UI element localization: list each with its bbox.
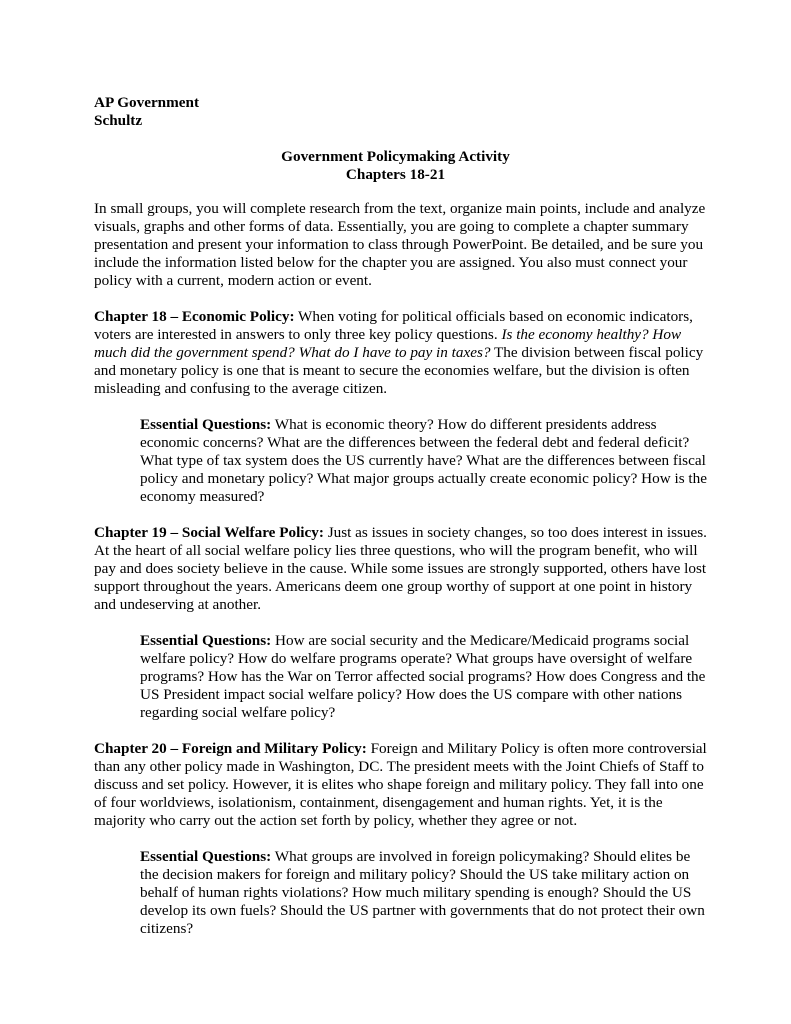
chapter-19-essential-questions (140, 632, 710, 722)
document-body (94, 200, 714, 956)
course-name: AP Government (94, 94, 200, 111)
eq-text: What is economic theory? How do different presidents address economic concerns? What are the differences between the federal debt and federal deficit? What type of tax system does the US currently have? What are the differences between fiscal policy and monetary policy? What major groups actually create economic policy? How is the economy measured? (140, 416, 707, 505)
eq-text: What groups are involved in foreign policymaking? Should elites be the decision makers for foreign and military policy? Should the US take military action on behalf of human rights violations? How much military spending is enough? Should the US develop its own fuels? Should the US partner with governments that do not protect their own citizens? (140, 848, 705, 937)
chapter-20-paragraph (94, 740, 714, 830)
chapter-19-heading: Chapter 19 – Social Welfare Policy: (94, 524, 324, 541)
chapter-19-paragraph (94, 524, 714, 614)
eq-label: Essential Questions: (140, 632, 272, 649)
document-header (94, 94, 199, 130)
chapter-19-text: Just as issues in society changes, so too does interest in issues. At the heart of all social welfare policy lies three questions, who will the program benefit, who will pay and does society believe in the cause. While some issues are strongly supported, others have lost support throughout the years. Americans deem one group worthy of support at one point in history and undeserving at another. (94, 524, 707, 613)
chapter-18-italic-questions: Is the economy healthy? How much did the government spend? What do I have to pay in taxes? (94, 326, 682, 361)
eq-label: Essential Questions: (140, 848, 272, 865)
eq-text: How are social security and the Medicare/Medicaid programs social welfare policy? How do welfare programs operate? What groups have oversight of welfare programs? How has the War on Terror affected social programs? How does Congress and the US President impact social welfare policy? How does the US compare with other nations regarding social welfare policy? (140, 632, 706, 721)
teacher-name: Schultz (94, 112, 143, 129)
title-line-2: Chapters 18-21 (345, 166, 446, 183)
chapter-18-text: When voting for political officials based on economic indicators, voters are interested in answers to only three key policy questions. (94, 308, 693, 343)
chapter-20-text: Foreign and Military Policy is often more controversial than any other policy made in Washington, DC. The president meets with the Joint Chiefs of Staff to discuss and set policy. However, it is elites who shape foreign and military policy. They fall into one of four worldviews, isolationism, containment, disengagement and human rights. Yet, it is the majority who carry out the action set forth by policy, whether they agree or not. (94, 740, 707, 829)
chapter-18-paragraph (94, 308, 714, 398)
chapter-20-essential-questions (140, 848, 710, 938)
intro-paragraph: In small groups, you will complete research from the text, organize main points, include and analyze visuals, graphs and other forms of data. Essentially, you are going to complete a chapter summary presentation and present your information to class through PowerPoint. Be detailed, and be sure you include the information listed below for the chapter you are assigned. You also must connect your policy with a current, modern action or event. (94, 200, 706, 289)
title-line-1: Government Policymaking Activity (281, 148, 510, 165)
chapter-18-heading: Chapter 18 – Economic Policy: (94, 308, 295, 325)
document-title (0, 148, 791, 184)
eq-label: Essential Questions: (140, 416, 272, 433)
chapter-18-essential-questions (140, 416, 710, 506)
chapter-18-text-after: The division between fiscal policy and monetary policy is one that is meant to secure the economies welfare, but the division is often misleading and confusing to the average citizen. (94, 344, 704, 397)
chapter-20-heading: Chapter 20 – Foreign and Military Policy: (94, 740, 367, 757)
